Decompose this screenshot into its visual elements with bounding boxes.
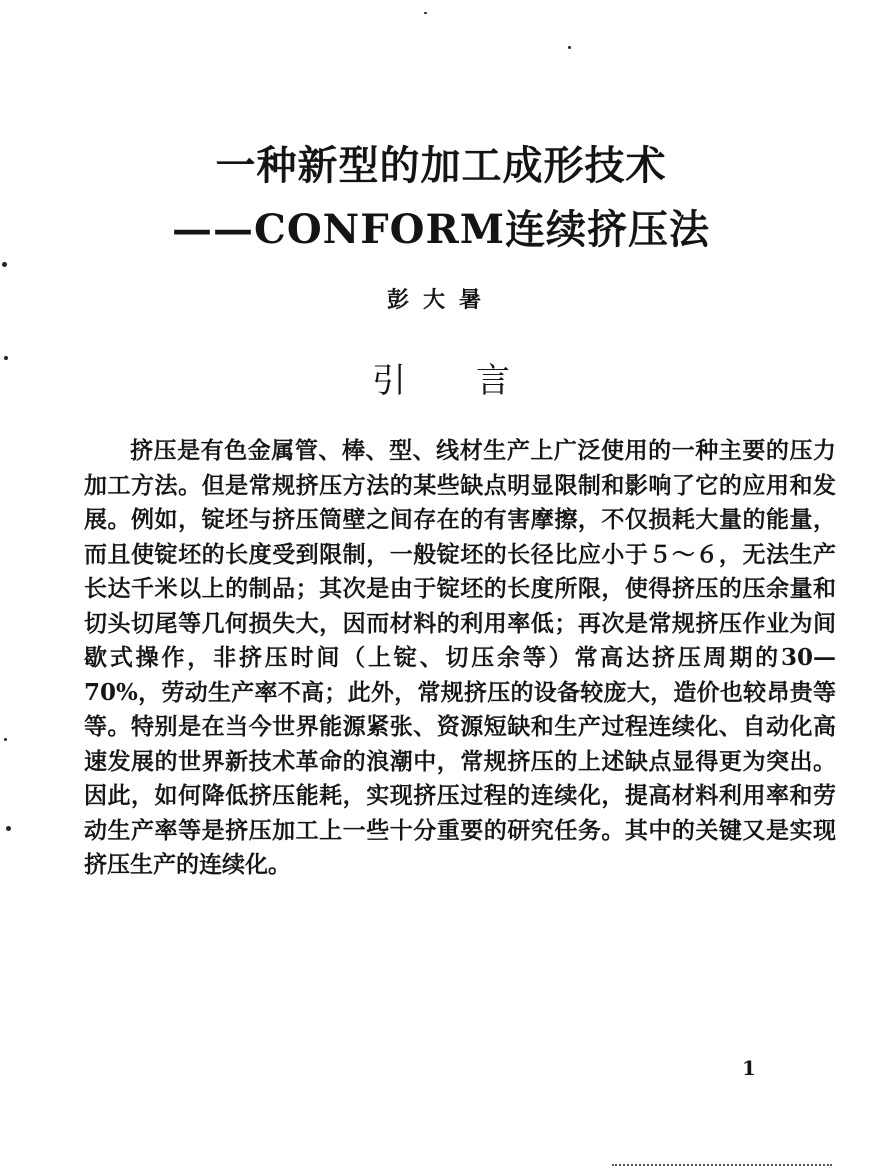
scan-speck	[2, 262, 7, 267]
author-name: 彭大暑	[386, 287, 495, 313]
scan-speck	[4, 738, 7, 741]
title-line-2: ——CONFORM连续挤压法	[171, 206, 710, 253]
scan-speck	[4, 356, 8, 360]
section-heading: 引言	[372, 361, 580, 401]
scan-speck	[424, 12, 427, 14]
scan-speck	[6, 826, 11, 831]
scan-edge-line	[612, 1164, 832, 1168]
body-paragraph: 挤压是有色金属管、棒、型、线材生产上广泛使用的一种主要的压力加工方法。但是常规挤压方法的某些缺点明显限制和影响了它的应用和发展。例如，锭坯与挤压筒壁之间存在的有害摩擦，不仅损耗大量的能量，而且使锭坯的长度受到限制，一般锭坯的长径比应小于５～６，无法生产长达千米以上的制品；其次是由于锭坯的长度所限，使得挤压的压余量和切头切尾等几何损失大，因而材料的利用率低；再次是常规挤压作业为间歇式操作，非挤压时间（上锭、切压余等）常高达挤压周期的30—70%，劳动生产率不高；此外，常规挤压的设备较庞大，造价也较昂贵等等。特别是在当今世界能源紧张、资源短缺和生产过程连续化、自动化高速发展的世界新技术革命的浪潮中，常规挤压的上述缺点显得更为突出。因此，如何降低挤压能耗，实现挤压过程的连续化，提高材料利用率和劳动生产率等是挤压加工上一些十分重要的研究任务。其中的关键又是实现挤压生产的连续化。	[84, 437, 836, 878]
page-number: 1	[742, 1056, 756, 1080]
title-line-1: 一种新型的加工成形技术	[215, 142, 667, 189]
scan-speck	[568, 46, 571, 49]
